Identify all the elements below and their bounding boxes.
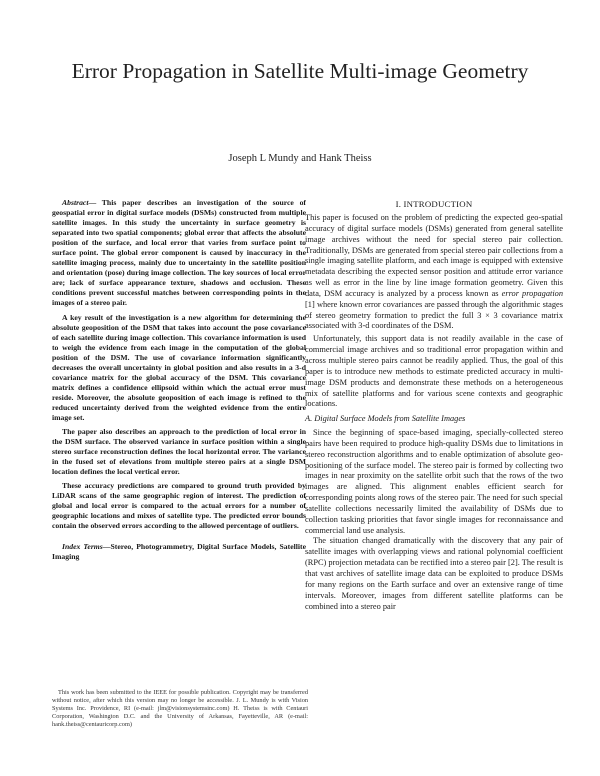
index-terms-label: Index Terms bbox=[62, 541, 103, 551]
intro-emphasis: error propagation bbox=[501, 288, 563, 298]
introduction-paragraph-1 bbox=[305, 213, 563, 332]
footnote: This work has been submitted to the IEEE for possible publication. Copyright may be transferred without notice, after which this version may no longer be accessible. J. L. Mundy is with Vision Systems Inc. Providence, RI (e-mail: jlm@visionsystemsinc.com) H. Theiss is with Centauri Corporation, Washington D.C. and the University of Arkansas, Fayetteville, AR (e-mail: hank.theiss@centauricorp.com) bbox=[52, 689, 308, 729]
subsection-a-paragraph-2: The situation changed dramatically with the discovery that any pair of satellite images with overlapping views and rational polynomial coefficient (RPC) projection metadata can be rectified into a stereo pair [2]. The result is that vast archives of satellite image data can be exploited to produce DSMs for many regions on the Earth surface and over an extensive range of time intervals. Moreover, images from different satellite platforms can be combined into a stereo pair bbox=[305, 536, 563, 611]
abstract bbox=[52, 198, 306, 532]
left-column bbox=[52, 198, 306, 562]
abstract-paragraph-2: A key result of the investigation is a new algorithm for determining the absolute geoposition of the DSM that takes into account the pose covariance of each satellite during image collection. This covariance information is used to weigh the evidence from each image in the computation of the global position of the DSM. The use of covariance information significantly decreases the overall uncertainty in global position and also results in a 3-d covariance matrix for the global accuracy of the DSM. This covariance matrix defines a confidence ellipsoid within which the actual error must reside. Moreover, the absolute geoposition of each image is refined to the reduced uncertainty derived from the weighted evidence from the entire image set. bbox=[52, 312, 306, 422]
abstract-dash: — bbox=[88, 198, 97, 207]
abstract-paragraph-4: These accuracy predictions are compared to ground truth provided by LiDAR scans of the same geographic region of interest. The prediction of global and local error is compared to the actual errors for a number of geographic locations and mixes of satellite type. The predicted error bounds contain the observed errors according to the allowed percentage of outliers. bbox=[52, 481, 306, 531]
index-terms-dash: — bbox=[102, 541, 111, 551]
introduction-paragraph-2: Unfortunately, this support data is not readily available in the case of commercial image archives and so traditional error propagation within and across multiple stereo pairs cannot be readily applied. Thus, the goal of this paper is to introduce new methods to estimate predicted accuracy in multi-image DSM products and demonstrate these methods on a heterogeneous mix of satellite platforms and for various scene contexts and geographic locations. bbox=[305, 334, 563, 409]
intro-text-1a: This paper is focused on the problem of predicting the expected geo-spatial accuracy of digital surface models (DSMs) generated from general satellite image archives without the need for special stereo pair collection. Traditionally, DSMs are generated from special stereo pair collections from a single imaging satellite platform, and each image is equipped with extensive metadata describing the expected sensor position and attitude error variance as well as error in the line by line image formation geometry. Given this data, DSM accuracy is analyzed by a process known as bbox=[305, 213, 563, 298]
abstract-text-1: This paper describes an investigation of the source of geospatial error in digital surface models (DSMs) constructed from multiple satellite images. In this study the uncertainty in surface geometry is separated into two spatial components; global error that affects the absolute position of the surface, and local error that varies from surface point to surface point. The global error component is caused by inaccuracy in the satellite imaging process, mainly due to uncertainty in the satellite position and orientation (pose) during image collection. The key sources of local error are; lack of surface appearance texture, shadows and occlusion. These conditions prevent successful matches between corresponding points in the images of a stereo pair. bbox=[52, 198, 306, 308]
subsection-a-paragraph-1: Since the beginning of space-based imaging, specially-collected stereo pairs have been required to produce high-quality DSMs due to limitations in stereo reconstruction algorithms and to enable optimization of absolute geo-positioning of the surface model. The stereo pair is formed by collecting two images in near proximity on the satellite orbit such that the rows of the two images are aligned. This alignment enables efficient search for corresponding points along rows of the stereo pair. The need for such special satellite collections necessarily limited the availability of DSMs due to collection tasking priorities that favor single images for reconnaissance and commercial land use analysis. bbox=[305, 428, 563, 535]
authors: Joseph L Mundy and Hank Theiss bbox=[228, 153, 372, 164]
introduction-heading: I. INTRODUCTION bbox=[395, 199, 473, 209]
abstract-paragraph-1 bbox=[52, 198, 306, 309]
subsection-a-heading: A. Digital Surface Models from Satellite Images bbox=[305, 414, 466, 424]
right-column bbox=[305, 198, 563, 612]
index-terms-text: Stereo, Photogrammetry, Digital Surface Models, Satellite Imaging bbox=[52, 541, 306, 561]
abstract-label: Abstract bbox=[62, 198, 89, 207]
abstract-paragraph-3: The paper also describes an approach to the prediction of local error in the DSM surface. The observed variance in surface position within a single stereo surface reconstruction defines the local horizontal error. The variance in the fused set of elevations from multiple stereo pairs at a single DSM location defines the local vertical error. bbox=[52, 427, 306, 477]
index-terms bbox=[52, 542, 306, 562]
intro-text-1b: [1] where known error covariances are passed through the algorithmic stages of stereo geometry formation to predict the full 3 × 3 covariance matrix associated with 3-d coordinates of the DSM. bbox=[305, 299, 563, 331]
page-title: Error Propagation in Satellite Multi-image Geometry bbox=[71, 59, 529, 83]
